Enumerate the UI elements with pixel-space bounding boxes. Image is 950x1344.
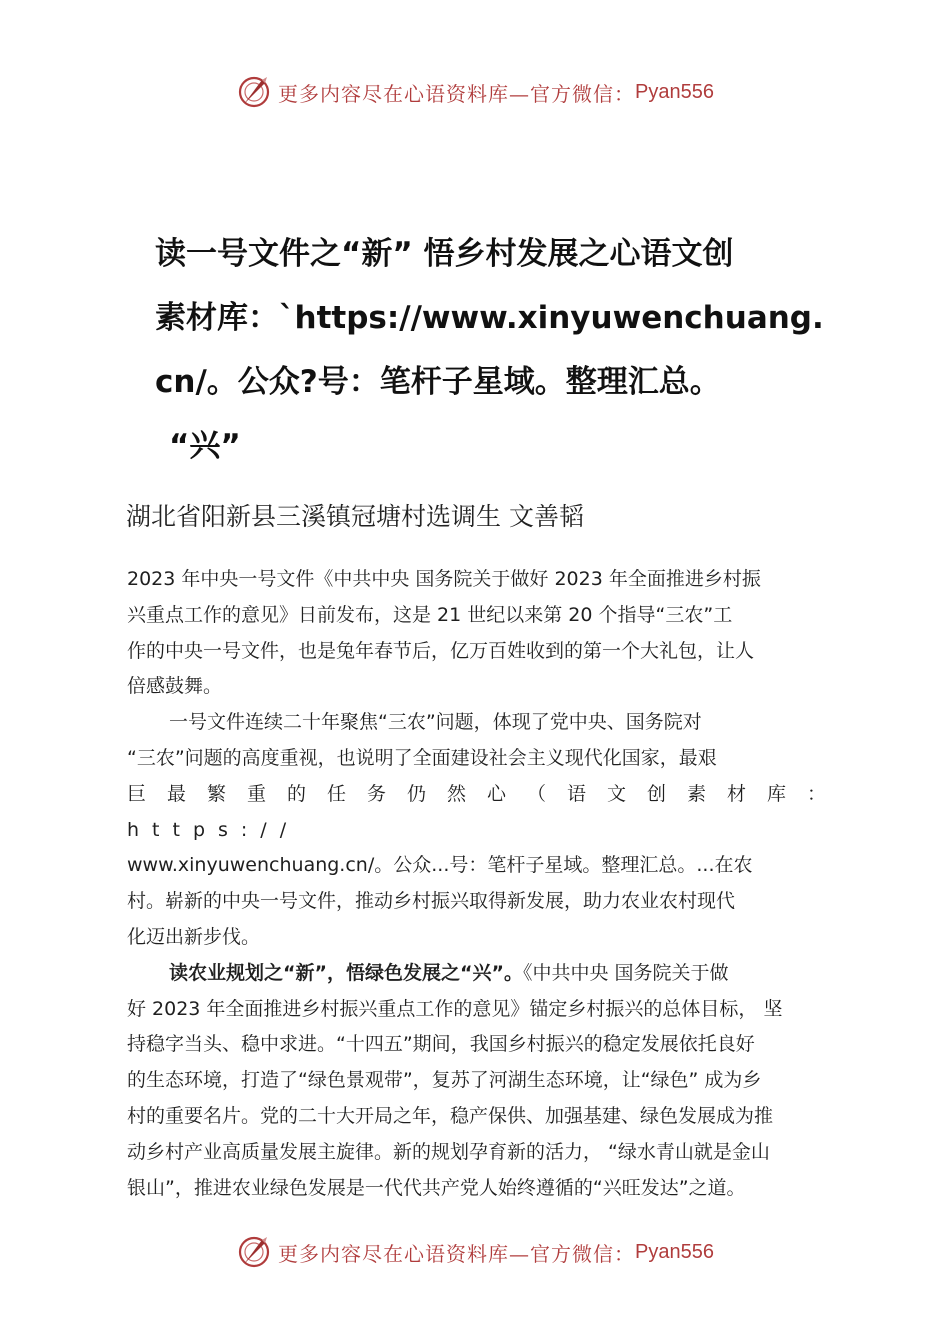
text-line: 一号文件连续二十年聚焦“三农”问题，体现了党中央、国务院对 xyxy=(169,711,702,734)
text-line: 兴重点工作的意见》日前发布，这是 21 世纪以来第 20 个指导“三农”工 xyxy=(127,603,733,626)
title-line: 素材库：`https://www.xinyuwenchuang. xyxy=(155,300,824,336)
banner-text: 更多内容尽在心语资料库—官方微信： xyxy=(278,1241,636,1266)
paragraph-3 xyxy=(127,956,839,1207)
title-line: 读一号文件之“新” 悟乡村发展之心语文创 xyxy=(155,236,734,272)
footer-watermark-banner xyxy=(0,1232,950,1272)
paragraph-2 xyxy=(127,705,839,956)
text-line: 作的中央一号文件，也是兔年春节后，亿万百姓收到的第一个大礼包，让人 xyxy=(127,639,755,662)
quill-logo-icon xyxy=(236,1234,272,1270)
article-title xyxy=(155,222,875,478)
text-line: 的生态环境，打造了“绿色景观带”，复苏了河湖生态环境，让“绿色” 成为乡 xyxy=(127,1069,762,1092)
text-line: 持稳字当头、稳中求进。“十四五”期间，我国乡村振兴的稳定发展依托良好 xyxy=(127,1033,755,1056)
text-line: 村的重要名片。党的二十大开局之年，稳产保供、加强基建、绿色发展成为推 xyxy=(127,1104,774,1127)
text-line: 倍感鼓舞。 xyxy=(127,675,223,698)
text-line: 巨最繁重的任务仍然心（语文创素材库：https:// xyxy=(127,782,839,841)
title-line: “兴” xyxy=(169,428,241,464)
paragraph-heading: 读农业规划之“新”，悟绿色发展之“兴”。 xyxy=(169,961,523,984)
quill-logo-icon xyxy=(236,74,272,110)
text-line: 银山”，推进农业绿色发展是一代代共产党人始终遵循的“兴旺发达”之道。 xyxy=(127,1176,746,1199)
text-fragment: 《中共中央 国务院关于做 xyxy=(522,961,729,984)
banner-wechat-id: Pyan556 xyxy=(635,80,714,103)
text-line: “三农”问题的高度重视，也说明了全面建设社会主义现代化国家，最艰 xyxy=(127,746,717,769)
text-line: 化迈出新步伐。 xyxy=(127,925,261,948)
banner-text: 更多内容尽在心语资料库—官方微信： xyxy=(278,81,636,106)
text-line: 村。崭新的中央一号文件，推动乡村振兴取得新发展，助力农业农村现代 xyxy=(127,890,736,913)
text-line: 好 2023 年全面推进乡村振兴重点工作的意见》锚定乡村振兴的总体目标， 坚 xyxy=(127,997,783,1020)
title-line: cn/。公众?号：笔杆子星域。整理汇总。 xyxy=(155,364,721,400)
text-line: www.xinyuwenchuang.cn/。公众...号：笔杆子星域。整理汇总。...在农 xyxy=(127,854,753,877)
article-body xyxy=(127,562,839,1206)
text-line: 2023 年中央一号文件《中共中央 国务院关于做好 2023 年全面推进乡村振 xyxy=(127,568,761,590)
article-author: 湖北省阳新县三溪镇冠塘村选调生 文善韬 xyxy=(126,502,584,531)
text-line: 动乡村产业高质量发展主旋律。新的规划孕育新的活力， “绿水青山就是金山 xyxy=(127,1140,770,1163)
header-watermark-banner xyxy=(0,72,950,112)
text-line xyxy=(127,956,839,992)
paragraph-1 xyxy=(127,562,839,705)
banner-wechat-id: Pyan556 xyxy=(635,1240,714,1263)
